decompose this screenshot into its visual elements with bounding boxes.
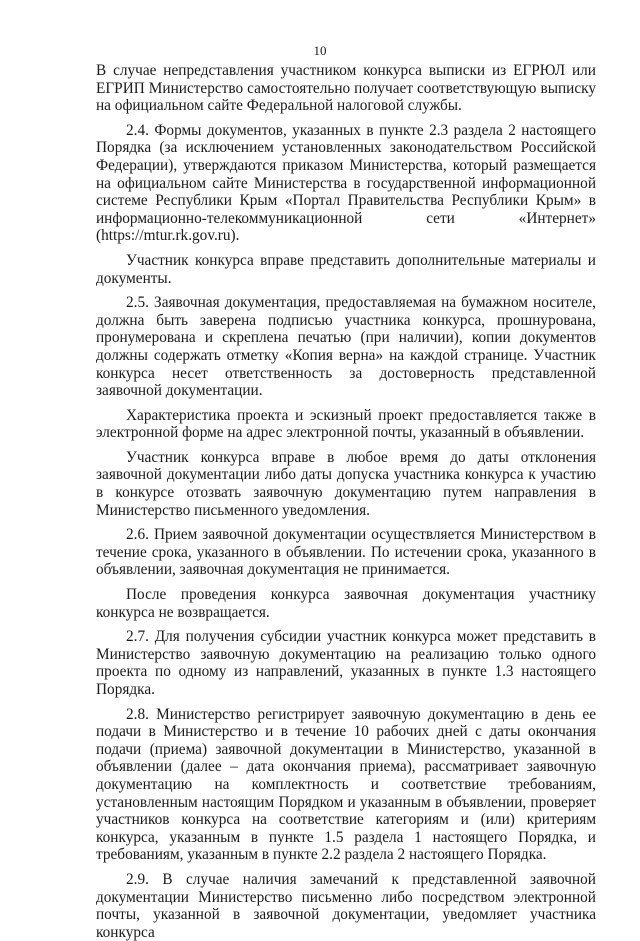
paragraph-project-characteristics: Характеристика проекта и эскизный проект предоставляется также в электронной форме на адрес электронной почты, указанный в объявлении.: [96, 406, 596, 442]
paragraph-2-6: 2.6. Прием заявочной документации осуществляется Министерством в течение срока, указанного в объявлении. По истечении срока, указанного в объявлении, заявочная документация не принимается.: [96, 526, 596, 579]
paragraph-2-5: 2.5. Заявочная документация, предоставляемая на бумажном носителе, должна быть заверена подписью участника конкурса, прошнурована, пронумерована и скреплена печатью (при наличии), копии документов должны содержать отметку «Копия верна» на каждой странице. Участник конкурса несет ответственность за достоверность представленной заявочной документации.: [96, 294, 596, 400]
paragraph-2-8: 2.8. Министерство регистрирует заявочную документацию в день ее подачи в Министерство и в течение 10 рабочих дней с даты окончания подачи (приема) заявочной документации в Министерство, указанной в объявлении (далее – дата окончания приема), рассматривает заявочную документацию на комплектность и соответствие требованиям, установленным настоящим Порядком и указанным в объявлении, проверяет участников конкурса на соответствие категориям и (или) критериям конкурса, указанным в пункте 1.5 раздела 1 настоящего Порядка, и требованиям, указанным в пункте 2.2 раздела 2 настоящего Порядка.: [96, 705, 596, 864]
paragraph-2-4: 2.4. Формы документов, указанных в пункте 2.3 раздела 2 настоящего Порядка (за исключением установленных законодательством Российской Федерации), утверждаются приказом Министерства, который размещается на официальном сайте Министерства в государственной информационной системе Республики Крым «Портал Правительства Республики Крым» в информационно-телекоммуникационной сети «Интернет» (https://mtur.rk.gov.ru).: [96, 121, 596, 245]
page-number: 10: [313, 43, 327, 58]
paragraph-2-7: 2.7. Для получения субсидии участник конкурса может представить в Министерство заявочную документацию на реализацию только одного проекта по одному из направлений, указанных в пункте 1.3 настоящего Порядка.: [96, 628, 596, 698]
document-body: [96, 62, 596, 941]
paragraph-2-9: 2.9. В случае наличия замечаний к представленной заявочной документации Министерство письменно либо посредством электронной почты, указанной в заявочной документации, уведомляет участника конкурса: [96, 870, 596, 941]
paragraph-additional-materials: Участник конкурса вправе представить дополнительные материалы и документы.: [96, 251, 596, 287]
paragraph-withdraw-documentation: Участник конкурса вправе в любое время до даты отклонения заявочной документации либо даты допуска участника конкурса к участию в конкурсе отозвать заявочную документацию путем направления в Министерство письменного уведомления.: [96, 448, 596, 519]
paragraph-egrul-extract: В случае непредставления участником конкурса выписки из ЕГРЮЛ или ЕГРИП Министерство самостоятельно получает соответствующую выписку на официальном сайте Федеральной налоговой службы.: [96, 62, 596, 115]
paragraph-not-returned: После проведения конкурса заявочная документация участнику конкурса не возвращается.: [96, 586, 596, 621]
